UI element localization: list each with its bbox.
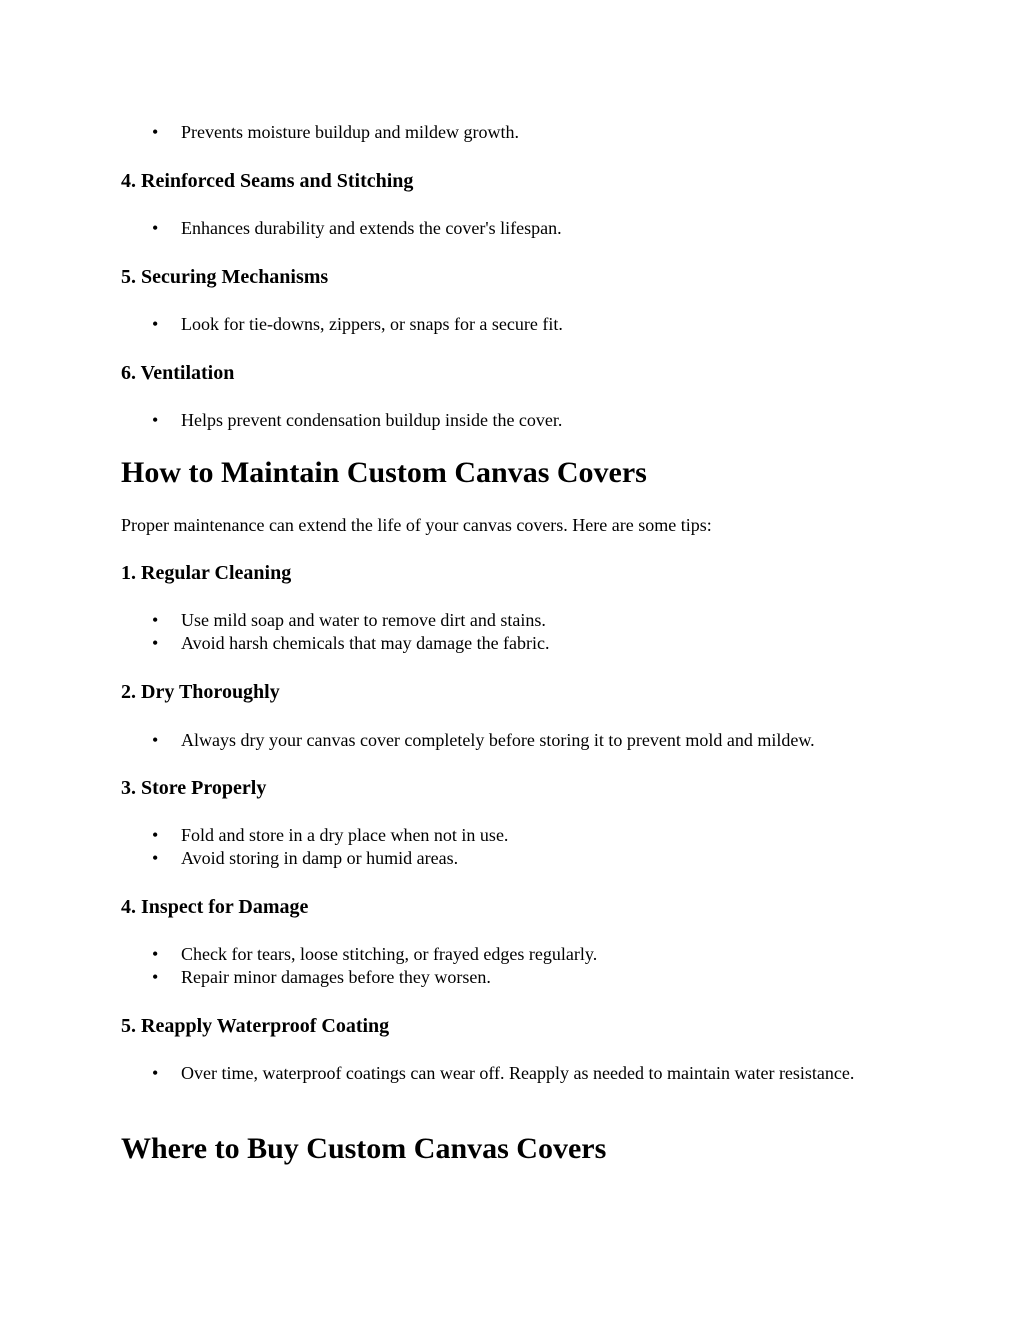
section-heading: 4. Inspect for Damage — [121, 896, 309, 918]
section-heading: 2. Dry Thoroughly — [121, 681, 280, 703]
list-item: Enhances durability and extends the cover's lifespan. — [181, 218, 562, 238]
section-heading: 3. Store Properly — [121, 777, 267, 799]
bullet-icon: • — [152, 410, 159, 430]
bullet-icon: • — [152, 967, 159, 987]
list-item: Fold and store in a dry place when not in use. — [181, 825, 509, 845]
bullet-icon: • — [152, 122, 159, 142]
list-item: Use mild soap and water to remove dirt and stains. — [181, 610, 546, 630]
list-item: Prevents moisture buildup and mildew growth. — [181, 122, 519, 142]
list-item: Over time, waterproof coatings can wear off. Reapply as needed to maintain water resistance. — [181, 1063, 855, 1083]
list-item: Repair minor damages before they worsen. — [181, 967, 491, 987]
page-section-title: How to Maintain Custom Canvas Covers — [121, 456, 647, 489]
list-item: Look for tie-downs, zippers, or snaps for a secure fit. — [181, 314, 563, 334]
bullet-icon: • — [152, 633, 159, 653]
intro-paragraph: Proper maintenance can extend the life of your canvas covers. Here are some tips: — [121, 515, 712, 535]
list-item: Avoid storing in damp or humid areas. — [181, 848, 459, 868]
bullet-icon: • — [152, 825, 159, 845]
bullet-icon: • — [152, 218, 159, 238]
section-heading: 5. Reapply Waterproof Coating — [121, 1015, 390, 1037]
bullet-icon: • — [152, 944, 159, 964]
section-heading: 1. Regular Cleaning — [121, 562, 292, 584]
bullet-icon: • — [152, 730, 159, 750]
list-item: Helps prevent condensation buildup inside the cover. — [181, 410, 563, 430]
section-heading: 4. Reinforced Seams and Stitching — [121, 170, 414, 192]
bullet-icon: • — [152, 314, 159, 334]
bullet-icon: • — [152, 848, 159, 868]
list-item: Check for tears, loose stitching, or frayed edges regularly. — [181, 944, 598, 964]
list-item: Always dry your canvas cover completely before storing it to prevent mold and mildew. — [181, 730, 815, 750]
bullet-icon: • — [152, 610, 159, 630]
list-item: Avoid harsh chemicals that may damage the fabric. — [181, 633, 550, 653]
page-section-title: Where to Buy Custom Canvas Covers — [121, 1132, 607, 1165]
section-heading: 5. Securing Mechanisms — [121, 266, 329, 288]
bullet-icon: • — [152, 1063, 159, 1083]
section-heading: 6. Ventilation — [121, 362, 235, 384]
